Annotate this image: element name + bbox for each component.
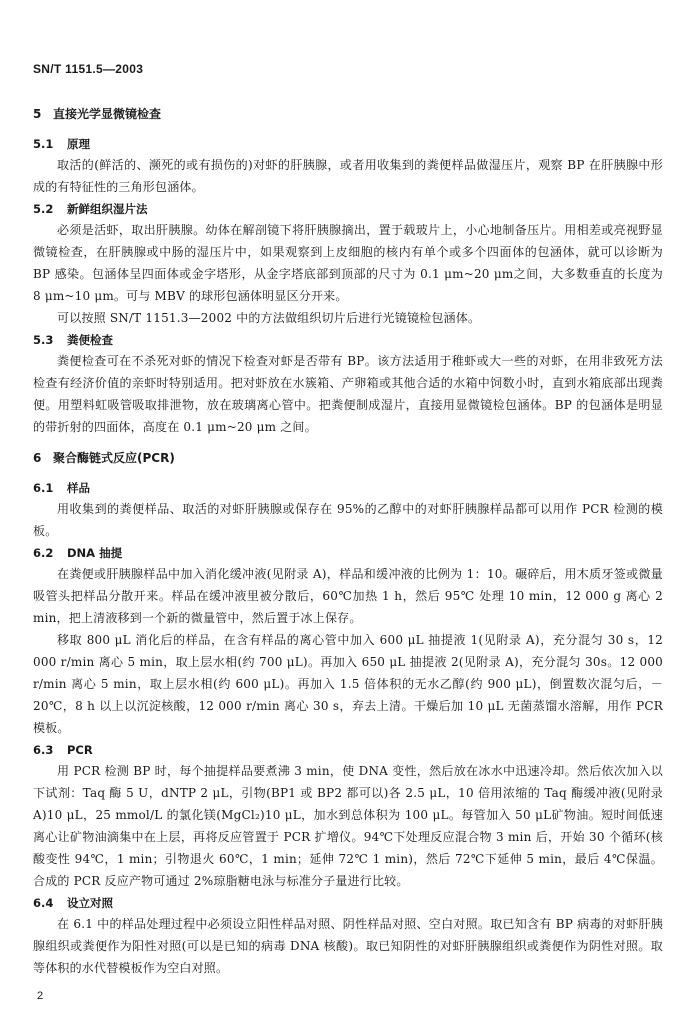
section-title: 新鲜组织湿片法 (67, 202, 148, 216)
section-title: PCR (67, 743, 93, 757)
section-5-heading (33, 106, 663, 122)
section-6-heading (33, 450, 663, 466)
paragraph: 必须是活虾，取出肝胰腺。幼体在解剖镜下将肝胰腺摘出，置于载玻片上，小心地制备压片。用相差或亮视野显微镜检查，在肝胰腺或中肠的湿压片中，如果观察到上皮细胞的核内有单个或多个四面体的包涵体，就可以诊断为 BP 感染。包涵体呈四面体或金字塔形，从金字塔底部到顶部的尺寸为 0.1 μm~20 μm之间，大多数垂直的长度为 8 μm~10 μm。可与 MBV 的球形包涵体明显区分开来。 (33, 223, 663, 303)
section-number: 5.1 (33, 137, 54, 151)
section-6-3-heading (33, 742, 663, 758)
paragraph: 粪便检查可在不杀死对虾的情况下检查对虾是否带有 BP。该方法适用于稚虾或大一些的对虾，在用非致死方法检查有经济价值的亲虾时特别适用。把对虾放在水簇箱、产卵箱或其他合适的水箱中饲数小时，直到水箱底部出现粪便。用塑料虹吸管吸取排泄物，放在玻璃离心管中。把粪便制成湿片，直接用显微镜检包涵体。BP 的包涵体是明显的带折射的四面体，高度在 0.1 μm~20 μm 之间。 (33, 354, 663, 434)
section-number: 6 (33, 451, 42, 465)
section-title: 设立对照 (67, 896, 113, 910)
page-number: 2 (37, 990, 44, 1002)
section-number: 5 (33, 107, 42, 121)
section-title: 原理 (67, 137, 90, 151)
paragraph: 用 PCR 检测 BP 时，每个抽提样品要煮沸 3 min，使 DNA 变性，然后放在冰水中迅速冷却。然后依次加入以下试剂：Taq 酶 5 U，dNTP 2 μL，引物(BP1 或 BP2 都可以)各 2.5 μL，10 倍用浓缩的 Taq 酶缓冲液(见附录 A)10 μL，25 mmol/L 的氯化镁(MgCl₂)10 μL，加水到总体积为 100 μL。每管加入 50 μL矿物油。短时间低速离心让矿物油滴集中在上层，再将反应管置于 PCR 扩增仪。94℃下处理反应混合物 3 min 后，开始 30 个循环(核酸变性 94℃，1 min；引物退火 60℃，1 min；延伸 72℃ 1 min)，然后 72℃下延伸 5 min，最后 4℃保温。合成的 PCR 反应产物可通过 2%琼脂糖电泳与标准分子量进行比较。 (33, 764, 663, 888)
section-5-3-heading (33, 332, 663, 348)
section-number: 5.2 (33, 202, 54, 216)
section-5-1-heading (33, 136, 663, 152)
section-number: 6.4 (33, 896, 54, 910)
section-title: 样品 (67, 481, 90, 495)
standard-code: SN/T 1151.5—2003 (33, 62, 144, 76)
section-number: 6.2 (33, 546, 54, 560)
paragraph: 在粪便或肝胰腺样品中加入消化缓冲液(见附录 A)，样品和缓冲液的比例为 1：10。碾碎后，用木质牙签或微量吸管头把样品分散开来。样品在缓冲液里被分散后，60℃加热 1 h，然后 95℃ 处理 10 min，12 000 g 离心 2 min，把上清液移到一个新的微量管中，然后置于冰上保存。 (33, 567, 663, 625)
section-6-1-heading (33, 480, 663, 496)
section-title: 粪便检查 (67, 333, 113, 347)
paragraph: 移取 800 μL 消化后的样品，在含有样品的离心管中加入 600 μL 抽提液 1(见附录 A)，充分混匀 30 s，12 000 r/min 离心 5 min，取上层水相(约 700 μL)。再加入 650 μL 抽提液 2(见附录 A)，充分混匀 30s。12 000 r/min 离心 5 min，取上层水相(约 600 μL)。再加入 1.5 倍体积的无水乙醇(约 900 μL)，倒置数次混匀后，－20℃，8 h 以上以沉淀核酸，12 000 r/min 离心 30 s，弃去上清。干燥后加 10 μL 无菌蒸馏水溶解，用作 PCR 模板。 (33, 633, 663, 735)
section-title: DNA 抽提 (67, 546, 123, 560)
section-number: 5.3 (33, 333, 54, 347)
section-number: 6.1 (33, 481, 54, 495)
section-title: 聚合酶链式反应(PCR) (53, 451, 175, 465)
section-6-2-heading (33, 545, 663, 561)
section-number: 6.3 (33, 743, 54, 757)
paragraph: 在 6.1 中的样品处理过程中必须设立阳性样品对照、阴性样品对照、空白对照。取已知含有 BP 病毒的对虾肝胰腺组织或粪便作为阳性对照(可以是已知的病毒 DNA 核酸)。取已知阴性的对虾肝胰腺组织或粪便作为阴性对照。取等体积的水代替模板作为空白对照。 (33, 917, 663, 975)
section-title: 直接光学显微镜检查 (53, 107, 162, 121)
paragraph: 可以按照 SN/T 1151.3—2002 中的方法做组织切片后进行光镜镜检包涵体。 (57, 311, 481, 325)
paragraph: 用收集到的粪便样品、取活的对虾肝胰腺或保存在 95%的乙醇中的对虾肝胰腺样品都可以用作 PCR 检测的模板。 (33, 502, 663, 538)
document-body (33, 106, 663, 979)
section-5-2-heading (33, 201, 663, 217)
paragraph: 取活的(鲜活的、濒死的或有损伤的)对虾的肝胰腺，或者用收集到的粪便样品做湿压片，观察 BP 在肝胰腺中形成的有特征性的三角形包涵体。 (33, 158, 663, 194)
section-6-4-heading (33, 895, 663, 911)
